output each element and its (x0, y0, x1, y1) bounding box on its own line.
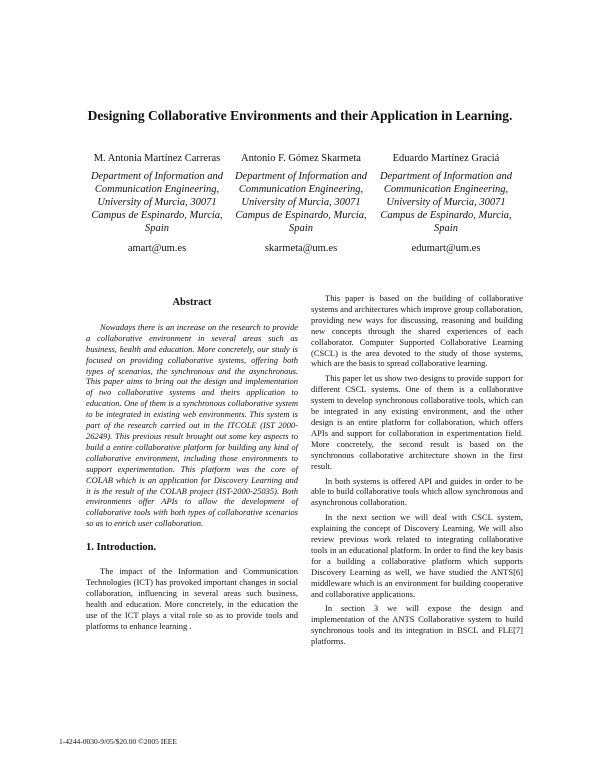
author-affiliation: Department of Information and Communication Engineering, University of Murcia, 30071 Campus de Espinardo, Murcia, Spain (90, 171, 224, 234)
author-affiliation: Department of Information and Communication Engineering, University of Murcia, 30071 Campus de Espinardo, Murcia, Spain (379, 171, 513, 234)
copyright-footer: 1-4244-0030-9/05/$20.00 ©2005 IEEE (59, 737, 177, 746)
author-block-3 (371, 153, 521, 254)
body-paragraph: In section 3 we will expose the design and implementation of the ANTS Collaborative system to build synchronous tools and its integration in BSCL and FLE[7] platforms. (311, 603, 523, 647)
author-block-1 (82, 153, 232, 254)
body-paragraph: This paper is based on the building of collaborative systems and architectures which improve group collaboration, providing new ways for discussing, reasoning and building new concepts through the shared experiences of each collaborator. Computer Supported Collaborative Learning (CSCL) is the area devoted to the study of those systems, which are the basis to spread collaborative learning. (311, 293, 523, 369)
abstract-heading: Abstract (172, 297, 212, 308)
author-name: Antonio F. Gómez Skarmeta (241, 153, 361, 164)
introduction-heading: 1. Introduction. (86, 542, 157, 554)
author-affiliation: Department of Information and Communication Engineering, University of Murcia, 30071 Campus de Espinardo, Murcia, Spain (234, 171, 368, 234)
right-column (311, 293, 523, 651)
author-email: edumart@um.es (411, 243, 481, 254)
author-email: skarmeta@um.es (264, 243, 338, 254)
intro-paragraph: The impact of the Information and Communication Technologies (ICT) has provoked important changes in social collaboration, influencing in several areas such business, health and education. More concretely, in the education the use of the ICT plays a vital role so as to provide tools and platforms to enhance learning . (86, 566, 298, 631)
body-paragraph: In the next section we will deal with CSCL system, explaining the concept of Discovery Learning. We will also review previous work related to integrating collaborative tools in an educational platform. In order to find the key basis for a building a collaborative platform which supports Discovery Learning as well, we have studied the ANTS[6] middleware which is an environment for building cooperative and collaborative applications. (311, 512, 523, 599)
abstract-text: Nowadays there is an increase on the research to provide a collaborative environment in several areas such as business, health and education. More concretely, our study is focused on providing collaborative systems, offering both types of scenarios, the synchronous and the asynchronous. This paper aims to bring out the design and implementation of two collaborative systems and theirs application to education. One of them is a synchronous collaborative system to be integrated in existing web environments. This system is part of the research carried out in the ITCOLE (IST 2000-26249). This previous result brought out some key aspects to build a entire collaborative platform for building any kind of collaborative environment, including those environments to support experimentation. This platform was the core of COLAB which is an application for Discovery Learning and it is the result of the COLAB project (IST-2000-25035). Both environments offer APIs to allow the development of collaborative tools with both types of collaborative scenarios so as to enrich user collaboration. (86, 321, 298, 529)
paper-title: Designing Collaborative Environments and their Application in Learning. (87, 108, 513, 123)
left-column (86, 298, 298, 635)
author-block-2 (226, 153, 376, 254)
author-email: amart@um.es (127, 243, 187, 254)
body-paragraph: This paper let us show two designs to provide support for different CSCL systems. One of them is a collaborative system to develop synchronous collaborative tools, which can be integrated in any existing environment, and the other design is an entire platform for collaboration, which offers APIs and support for collaboration in experimentation field. More concretely, the second result is based on the synchronous collaborative architecture shown in the first result. (311, 373, 523, 471)
author-name: Eduardo Martínez Graciá (392, 153, 500, 164)
author-name: M. Antonia Martínez Carreras (93, 153, 221, 164)
body-paragraph: In both systems is offered API and guides in order to be able to build collaborative tools which allow synchronous and asynchronous collaboration. (311, 475, 523, 508)
